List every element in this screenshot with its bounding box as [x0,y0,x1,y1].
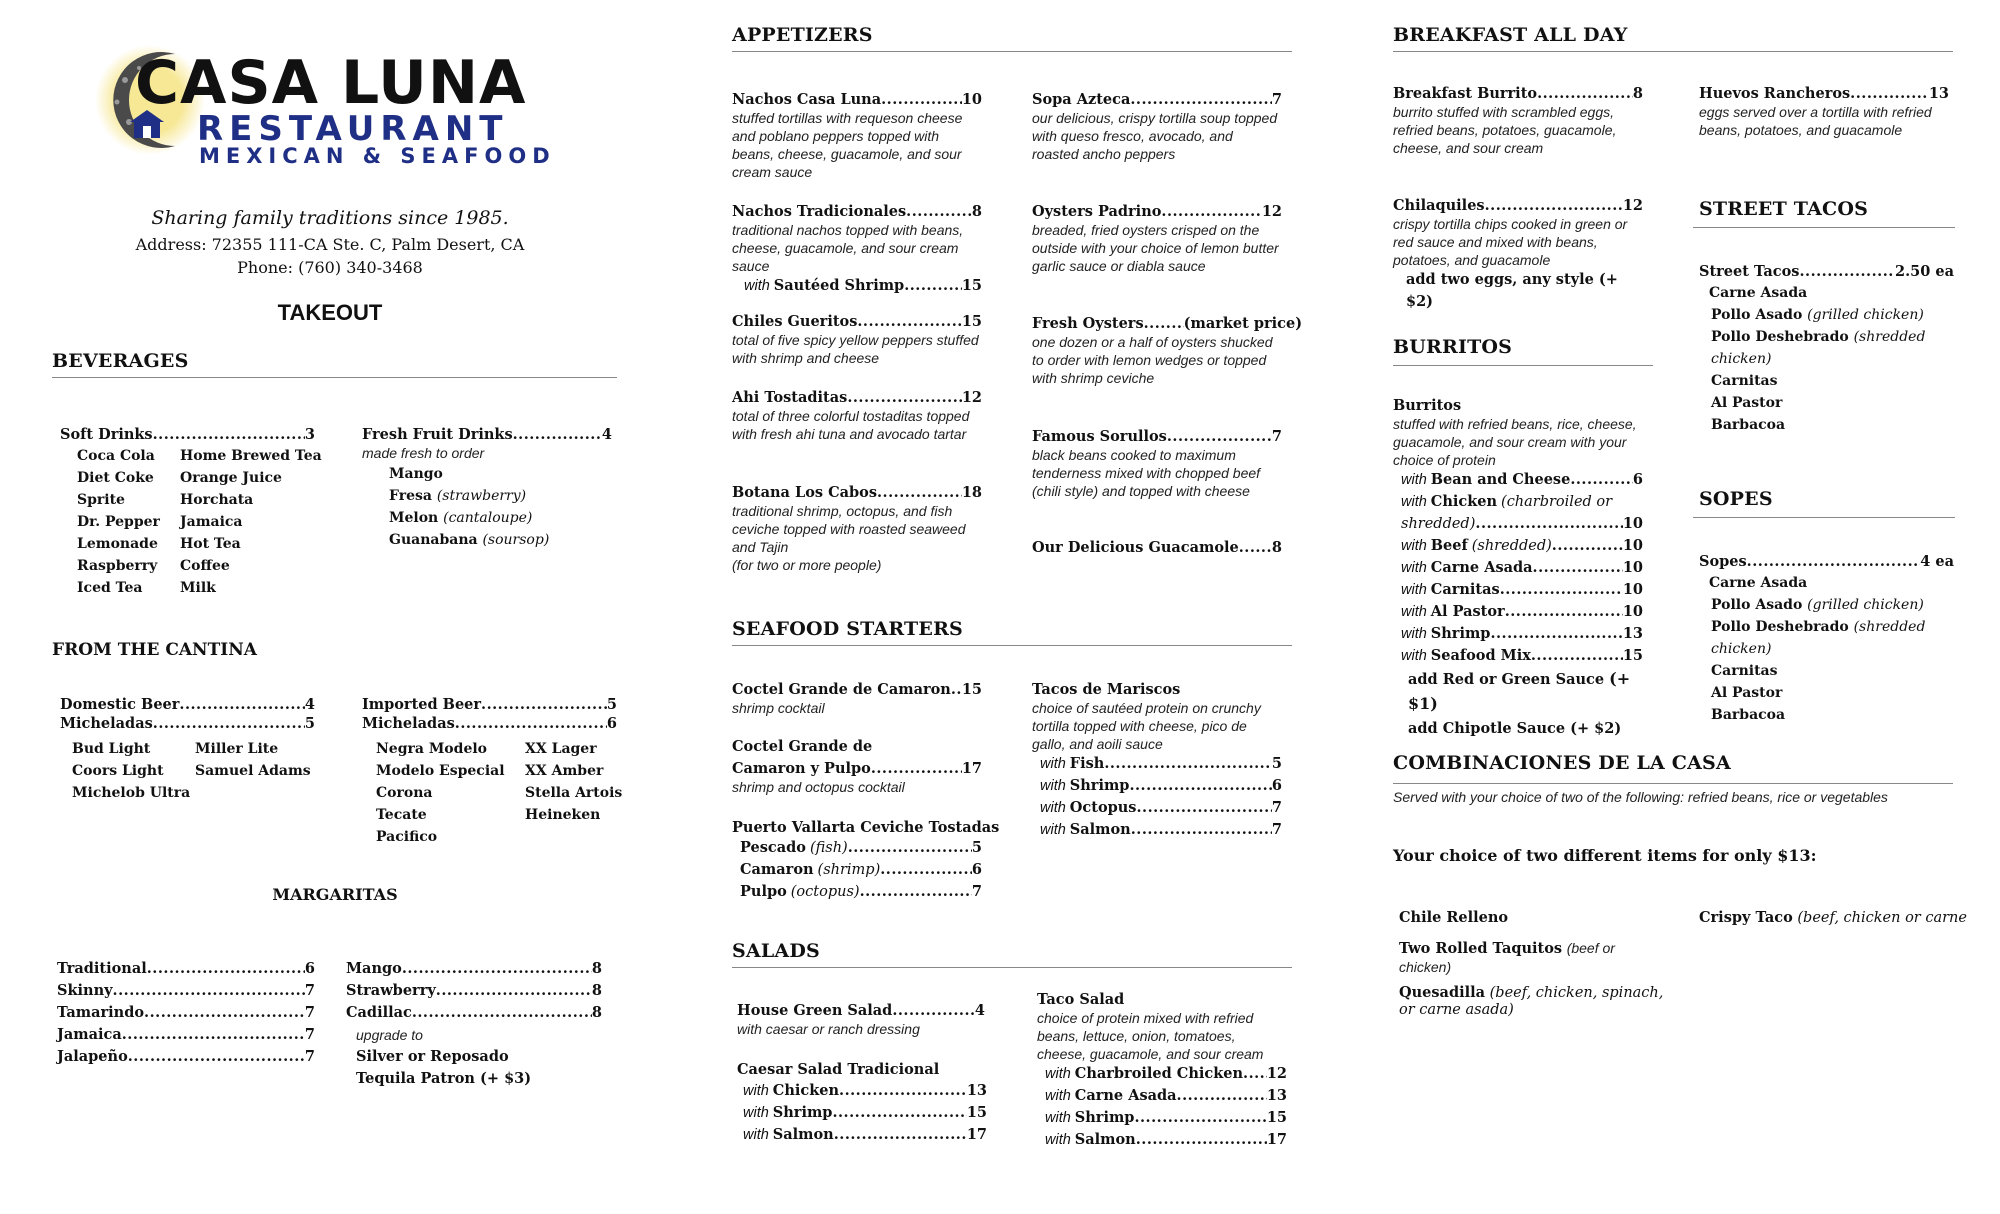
divider [52,377,617,378]
phone: Phone: (760) 340-3468 [237,258,423,277]
sopes-item: Sopes ..... 4 ea [1699,552,1954,571]
divider [1393,365,1653,366]
margaritas-heading: MARGARITAS [272,885,398,904]
combinaciones-description: Served with your choice of two of the following: refried beans, rice or vegetables [1393,789,1888,805]
street-tacos-item: Street Tacos ..... 2.50 ea [1699,262,1954,281]
logo-tagline: MEXICAN & SEAFOOD [199,144,556,168]
seafood-item: Coctel Grande de Camaron y Pulpo ..... 17 shrimp and octopus cocktail [732,737,982,796]
divider [732,967,1292,968]
sopes-heading: SOPES [1699,488,1773,510]
appetizer-item: Chiles Gueritos ..... 15 total of five spicy yellow peppers stuffed with shrimp and cheese [732,312,982,367]
sopes-fillings: Carne Asada Pollo Asado (grilled chicken) Pollo Deshebrado (shredded chicken) Carnitas Al Pastor Barbacoa [1709,575,1926,723]
appetizer-item: Sopa Azteca ..... 7 our delicious, crispy tortilla soup topped with queso fresco, avocado, and roasted ancho peppers [1032,90,1282,163]
soft-drinks-item: Soft Drinks ..... 3 [60,425,315,444]
appetizer-item: Our Delicious Guacamole ..... 8 [1032,538,1282,557]
appetizer-item: Nachos Tradicionales ..... 8 traditional nachos topped with beans, cheese, guacamole, and sour cream sauce with Sautéed Shrimp ..... 15 [732,202,982,297]
street-tacos-heading: STREET TACOS [1699,198,1869,220]
breakfast-item: Breakfast Burrito ..... 8 burrito stuffed with scrambled eggs, refried beans, potatoes, guacamole, cheese, and sour cream [1393,84,1643,157]
logo [95,40,565,180]
appetizers-heading: APPETIZERS [732,24,873,46]
burritos-heading: BURRITOS [1393,336,1513,358]
domestic-beer-list-1: Bud Light Coors Light Michelob Ultra [72,741,191,801]
imported-beer-list-1: Negra Modelo Modelo Especial Corona Tecate Pacifico [376,741,505,845]
fresh-fruit-list: Mango Fresa (strawberry) Melon (cantaloupe) Guanabana (soursop) [389,466,550,548]
address: Address: 72355 111-CA Ste. C, Palm Desert, CA [135,235,525,254]
appetizer-item: Fresh Oysters ..... (market price) one dozen or a half of oysters shucked to order with lemon wedges or topped with shrimp ceviche [1032,314,1282,387]
combo-option: Crispy Taco (beef, chicken or carne [1699,909,1967,926]
divider [732,645,1292,646]
appetizer-item: Oysters Padrino ..... 12 breaded, fried oysters crisped on the outside with your choice of lemon butter garlic sauce or diabla sauce [1032,202,1282,275]
appetizer-item: Famous Sorullos ..... 7 black beans cooked to maximum tenderness mixed with chopped beef (chili style) and topped with cheese [1032,427,1282,500]
street-tacos-fillings: Carne Asada Pollo Asado (grilled chicken) Pollo Deshebrado (shredded chicken) Carnitas Al Pastor Barbacoa [1709,285,1926,433]
breakfast-item: Chilaquiles ..... 12 crispy tortilla chips cooked in green or red sauce and mixed with beans, potatoes, and guacamole add two eggs, any style (+ $2) [1393,196,1643,313]
combo-option: Chile Relleno [1399,909,1509,926]
salad-item: Taco Salad choice of protein mixed with refried beans, lettuce, onion, tomatoes, cheese, guacamole, and sour cream with Charbroiled Chicken ..... 12 with Carne Asada ..... 13 with Shrimp ..... 15 with Salmon ..... 17 [1037,990,1287,1151]
combo-option: Quesadilla (beef, chicken, spinach, or carne asada) [1399,984,1664,1018]
domestic-beer-item: Domestic Beer ..... 4 Micheladas ..... 5 [60,695,315,733]
soft-drinks-list-2: Home Brewed Tea Orange Juice Horchata Jamaica Hot Tea Coffee Milk [180,448,322,596]
combo-option: Two Rolled Taquitos (beef or chicken) [1399,940,1615,975]
logo-title: CASA LUNA [135,48,527,118]
seafood-item: Tacos de Mariscos choice of sautéed protein on crunchy tortilla topped with cheese, pico de gallo, and aoili sauce with Fish ..... 5 with Shrimp ..... 6 with Octopus ..... 7 with Salmon ..... 7 [1032,680,1282,841]
appetizer-item: Botana Los Cabos ..... 18 traditional shrimp, octopus, and fish ceviche topped with roasted seaweed and Tajin (for two or more people) [732,483,982,574]
margaritas-right: Mango ..... 8 Strawberry ..... 8 Cadillac ..... 8 upgrade to Silver or Reposado Tequila Patron (+ $3) [346,958,602,1090]
breakfast-item: Huevos Rancheros ..... 13 eggs served over a tortilla with refried beans, potatoes, and guacamole [1699,84,1949,139]
salads-heading: SALADS [732,940,820,962]
salad-item: Caesar Salad Tradicional with Chicken ..... 13 with Shrimp ..... 15 with Salmon ..... 17 [737,1060,987,1146]
soft-drinks-list-1: Coca Cola Diet Coke Sprite Dr. Pepper Lemonade Raspberry Iced Tea [77,448,160,596]
fresh-fruit-item: Fresh Fruit Drinks ..... 4 made fresh to order [362,425,612,462]
seafood-item: Coctel Grande de Camaron ..... 15 shrimp cocktail [732,680,982,717]
divider [1393,783,1953,784]
appetizer-item: Ahi Tostaditas ..... 12 total of three colorful tostaditas topped with fresh ahi tuna and avocado tartar [732,388,982,443]
salad-item: House Green Salad ..... 4 with caesar or ranch dressing [737,1001,985,1038]
breakfast-heading: BREAKFAST ALL DAY [1393,24,1628,46]
logo-subtitle: RESTAURANT [197,109,509,149]
appetizer-item: Nachos Casa Luna ..... 10 stuffed tortillas with requeson cheese and poblano peppers topped with beans, cheese, guacamole, and sour cream sauce [732,90,982,181]
takeout-heading: TAKEOUT [277,300,383,325]
seafood-starters-heading: SEAFOOD STARTERS [732,618,963,640]
margaritas-left: Traditional ..... 6 Skinny ..... 7 Tamarindo ..... 7 Jamaica ..... 7 Jalapeño ..... 7 [57,958,315,1068]
divider [732,51,1292,52]
cantina-heading: FROM THE CANTINA [52,640,257,660]
combinaciones-headline: Your choice of two different items for only $13: [1393,846,1817,865]
beverages-heading: BEVERAGES [52,350,189,372]
divider [1393,51,1953,52]
seafood-item: Puerto Vallarta Ceviche Tostadas Pescado (fish) ..... 5 Camaron (shrimp) ..... 6 Pulpo (octopus) ..... 7 [732,818,982,903]
combinaciones-heading: COMBINACIONES DE LA CASA [1393,752,1731,774]
imported-beer-item: Imported Beer ..... 5 Micheladas ..... 6 [362,695,617,733]
divider [1693,227,1955,228]
tagline: Sharing family traditions since 1985. [151,207,509,229]
burrito-item: Burritos stuffed with refried beans, rice, cheese, guacamole, and sour cream with your choice of protein with Bean and Cheese ..... 6 with Chicken (charbroiled or shredded) ..... 10 with Beef (shredded) ..... 10 with Carne Asada ..... 10 with Carnitas ..... 10 with Al Pastor ..... 10 with Shrimp ..... 13 with Seafood Mix ..... 15 add Red or Green Sauce (+ $1) add Chipotle Sauce (+ $2) [1393,396,1643,741]
divider [1693,517,1955,518]
imported-beer-list-2: XX Lager XX Amber Stella Artois Heineken [525,741,623,823]
domestic-beer-list-2: Miller Lite Samuel Adams [195,741,311,779]
